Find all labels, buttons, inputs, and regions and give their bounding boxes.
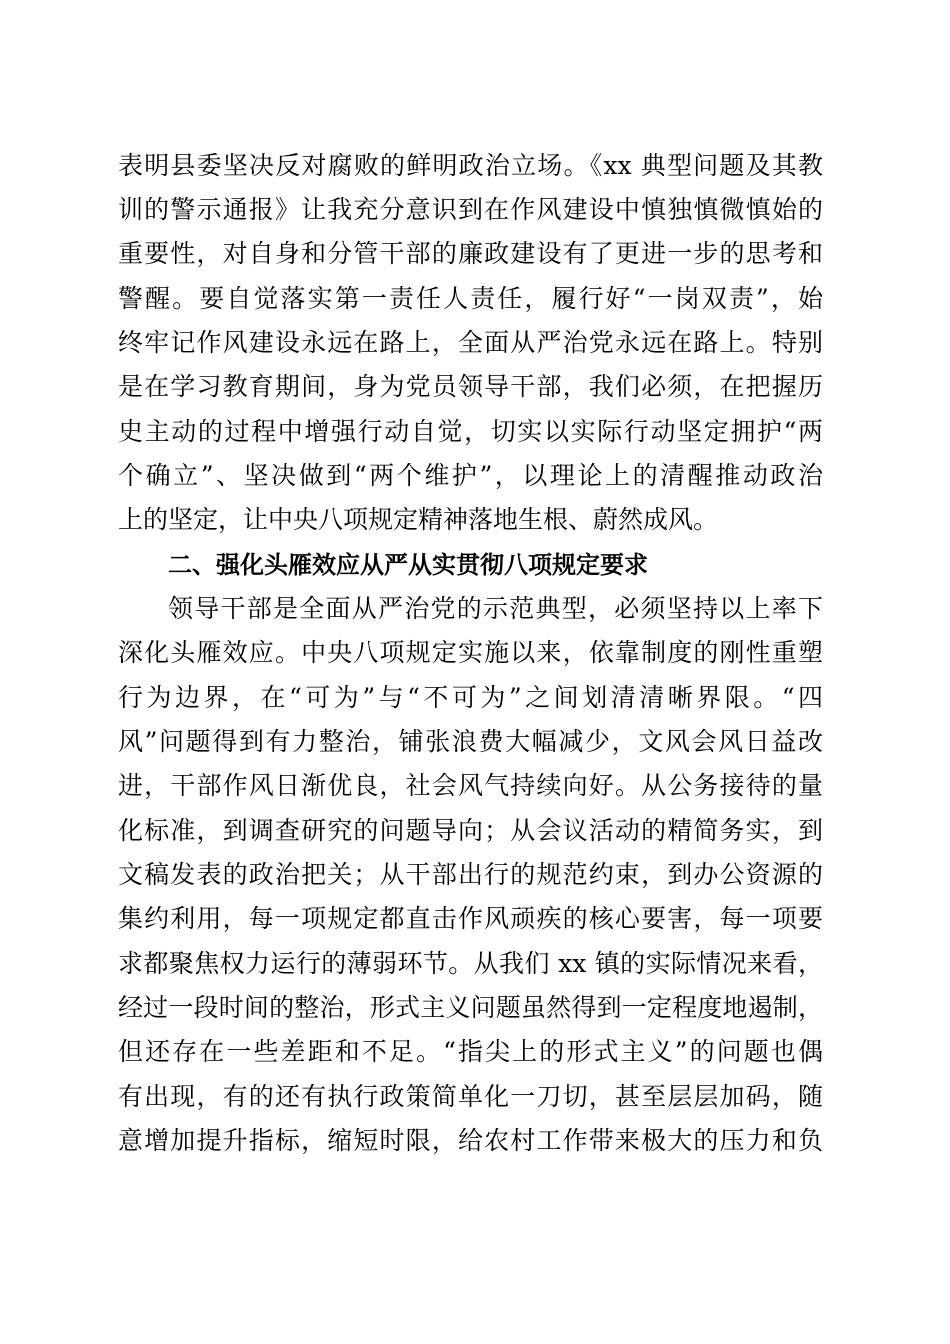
paragraph-2-line-2: 深化头雁效应。中央八项规定实施以来，依靠制度的刚性重塑 (118, 638, 823, 667)
paragraph-1-line-7: 史主动的过程中增强行动自觉，切实以实际行动坚定拥护“两 (118, 417, 823, 446)
paragraph-1-line-5: 终牢记作风建设永远在路上，全面从严治党永远在路上。特别 (118, 328, 823, 357)
paragraph-2-line-4: 风”问题得到有力整治，铺张浪费大幅减少，文风会风日益改 (118, 727, 823, 756)
paragraph-2-line-12: 有出现，有的还有执行政策简单化一刀切，甚至层层加码，随 (118, 1082, 823, 1111)
paragraph-2-line-13: 意增加提升指标，缩短时限，给农村工作带来极大的压力和负 (118, 1126, 823, 1155)
paragraph-2-line-5: 进，干部作风日渐优良，社会风气持续向好。从公务接待的量 (118, 771, 823, 800)
paragraph-1-line-8: 个确立”、坚决做到“两个维护”，以理论上的清醒推动政治 (118, 461, 823, 490)
paragraph-2-line-6: 化标准，到调查研究的问题导向；从会议活动的精简务实，到 (118, 816, 823, 845)
paragraph-2-line-1: 领导干部是全面从严治党的示范典型，必须坚持以上率下 (168, 594, 823, 623)
paragraph-1-line-4: 警醒。要自觉落实第一责任人责任，履行好“一岗双责”，始 (118, 284, 823, 313)
paragraph-2-line-9: 求都聚焦权力运行的薄弱环节。从我们 xx 镇的实际情况来看， (118, 949, 823, 978)
paragraph-1-line-2: 训的警示通报》让我充分意识到在作风建设中慎独慎微慎始的 (118, 195, 823, 224)
paragraph-1-line-9: 上的坚定，让中央八项规定精神落地生根、蔚然成风。 (118, 505, 719, 534)
paragraph-2-line-7: 文稿发表的政治把关；从干部出行的规范约束，到办公资源的 (118, 860, 823, 889)
paragraph-2-line-3: 行为边界，在“可为”与“不可为”之间划清清晰界限。“四 (118, 683, 823, 712)
paragraph-2-line-11: 但还存在一些差距和不足。“指尖上的形式主义”的问题也偶 (118, 1037, 823, 1066)
paragraph-1-line-1: 表明县委坚决反对腐败的鲜明政治立场。《xx 典型问题及其教 (118, 151, 823, 180)
section-heading-2: 二、强化头雁效应从严从实贯彻八项规定要求 (168, 551, 648, 579)
paragraph-1-line-6: 是在学习教育期间，身为党员领导干部，我们必须，在把握历 (118, 372, 823, 401)
paragraph-2-line-8: 集约利用，每一项规定都直击作风顽疾的核心要害，每一项要 (118, 904, 823, 933)
paragraph-1-line-3: 重要性，对自身和分管干部的廉政建设有了更进一步的思考和 (118, 239, 823, 268)
paragraph-2-line-10: 经过一段时间的整治，形式主义问题虽然得到一定程度地遏制， (118, 993, 823, 1022)
